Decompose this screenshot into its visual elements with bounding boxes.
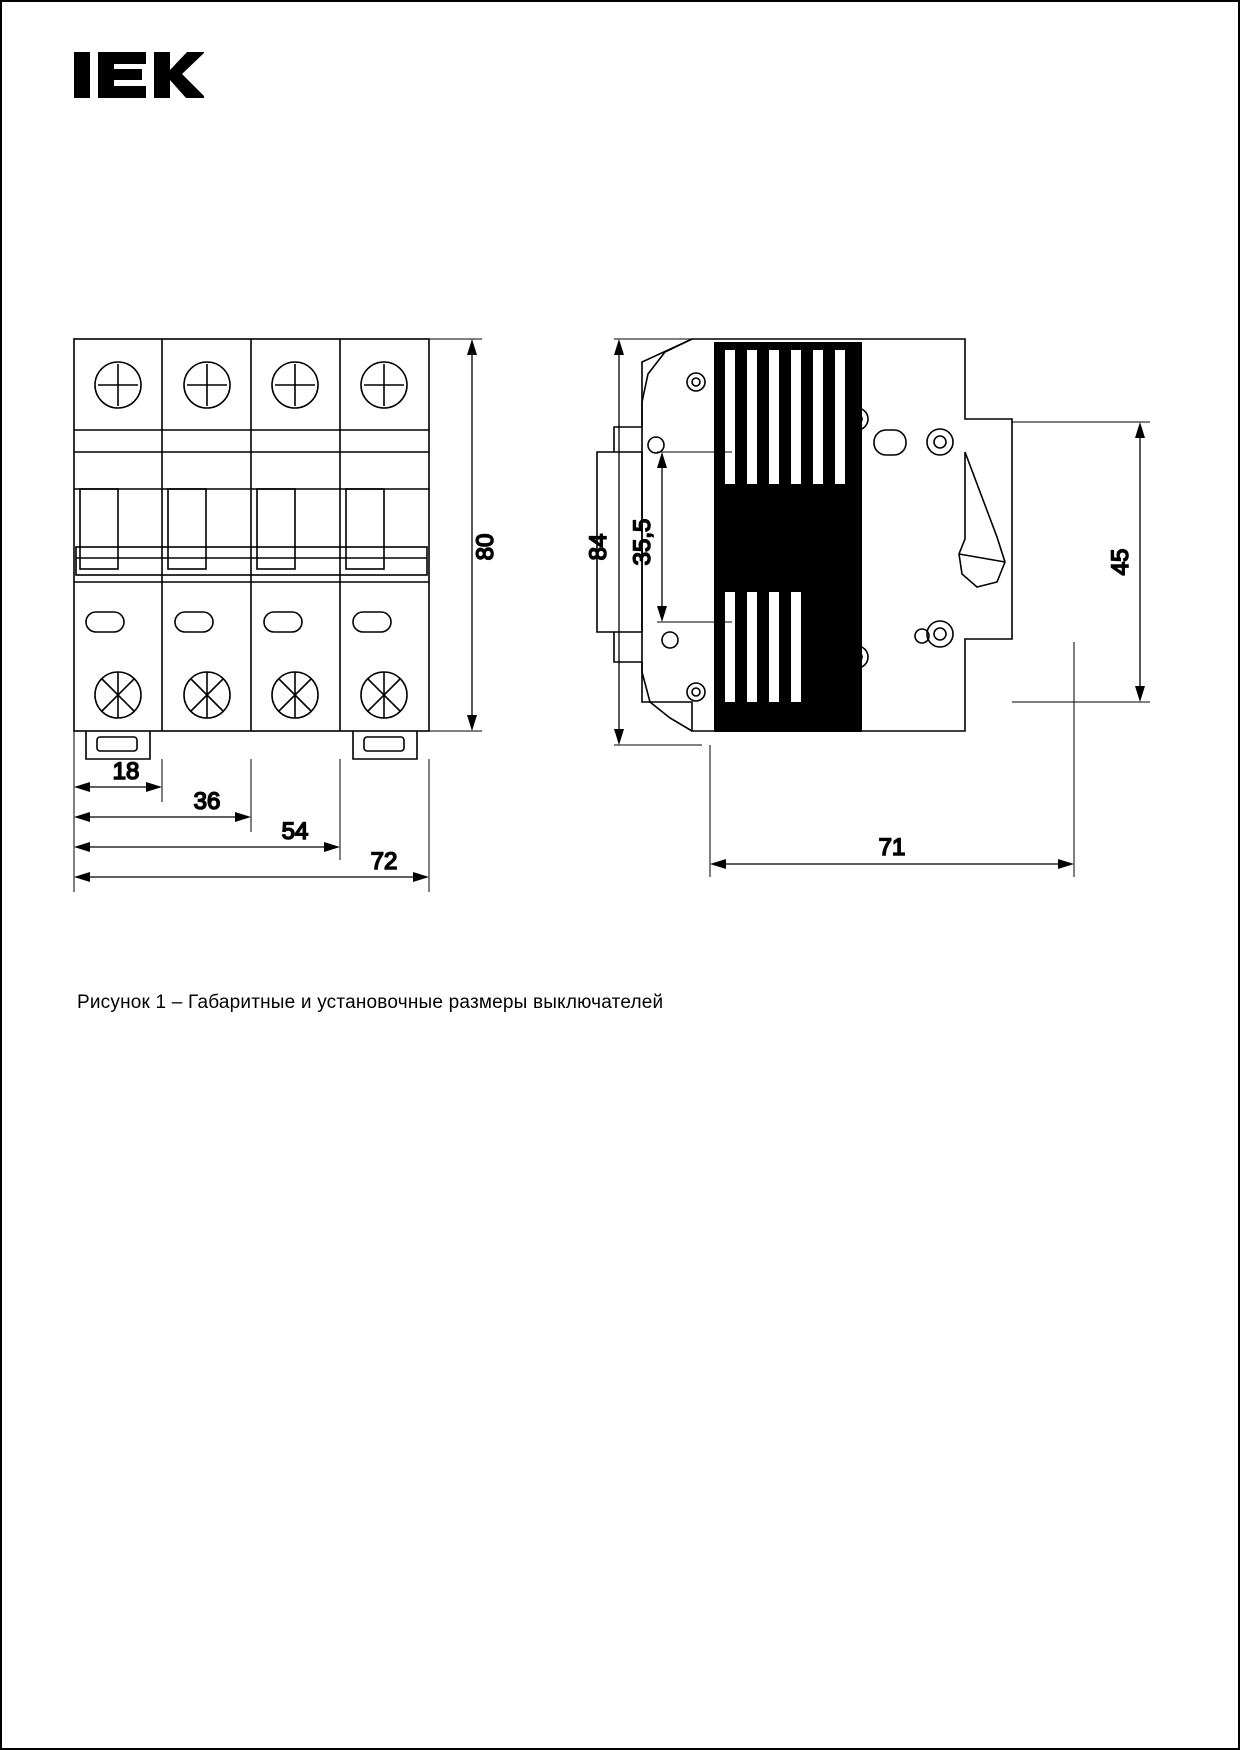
dimension-label-18: 18 [112, 758, 140, 785]
side-view-group [597, 339, 1012, 732]
front-view-dimensions [74, 339, 482, 892]
dimension-label-84: 84 [585, 533, 612, 561]
mounting-clips [86, 731, 417, 759]
dimension-label-45: 45 [1107, 548, 1134, 576]
technical-drawing [2, 2, 1240, 1750]
vent-ribs-lower [714, 582, 862, 732]
dimension-label-72: 72 [370, 848, 398, 875]
figure-caption: Рисунок 1 – Габаритные и установочные размеры выключателей [77, 992, 664, 1013]
dimension-label-71: 71 [878, 834, 906, 861]
indicator-windows [86, 612, 391, 632]
dimension-label-54: 54 [281, 818, 309, 845]
vent-ribs-upper [714, 342, 862, 492]
dimension-label-80: 80 [472, 533, 499, 561]
toggle-levers [80, 489, 384, 569]
dimension-label-36: 36 [193, 788, 221, 815]
front-view-group [74, 339, 429, 759]
dimension-label-355: 35,5 [629, 518, 656, 566]
side-view-dimensions [614, 339, 1150, 877]
